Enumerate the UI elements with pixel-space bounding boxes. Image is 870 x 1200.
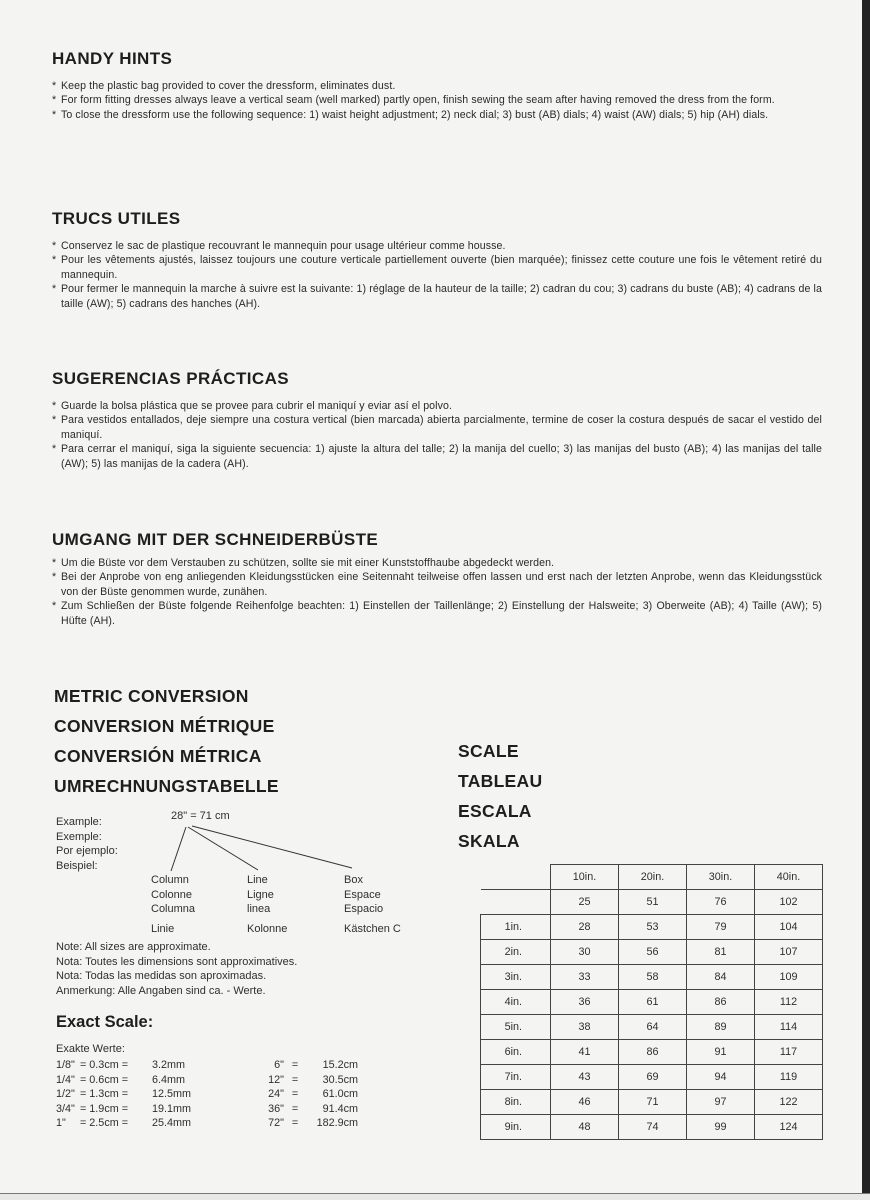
example-label: Example:	[56, 816, 102, 828]
hint-item: * Zum Schließen der Büste folgende Reihenfolge beachten: 1) Einstellen der Taillenlänge; 2) Einstellung der Halsweite; 3) Oberweite (AB); 4) Taille (AW); 5) Hüfte (AH).	[50, 599, 822, 628]
exact-scale-subheading: Exakte Werte:	[56, 1043, 125, 1055]
exact-row: 72" = 182.9cm	[268, 1117, 358, 1130]
exact-row: 1/8" = 0.3cm = 3.2mm	[56, 1059, 185, 1071]
row-header: 5in.	[481, 1015, 551, 1040]
scale-title: SKALA	[458, 831, 520, 851]
hint-item: * Pour fermer le mannequin la marche à suivre est la suivante: 1) réglage de la hauteur de la taille; 2) cadran du cou; 3) cadrans du buste (AB); 4) cadrans de la taille (AW); 5) cadrans des hanches (AH).	[50, 282, 822, 311]
note-line: Nota: Todas las medidas son aproximadas.	[56, 970, 267, 983]
line-label: Kolonne	[247, 922, 288, 935]
exact-row: 1/2" = 1.3cm = 12.5mm	[56, 1088, 192, 1101]
table-cell: 81	[687, 940, 755, 965]
table-cell: 89	[687, 1015, 755, 1040]
table-cell: 86	[619, 1040, 687, 1065]
table-cell: 124	[755, 1115, 823, 1140]
section-heading: HANDY HINTS	[52, 49, 173, 68]
note-line: Nota: Toutes les dimensions sont approximatives.	[56, 955, 298, 968]
example-formula: 28" = 71 cm	[171, 810, 230, 822]
scale-table	[480, 864, 823, 1140]
table-cell: 48	[551, 1115, 619, 1140]
example-label: Exemple:	[56, 830, 102, 843]
pointer-line-box	[192, 826, 352, 868]
hint-item: * Keep the plastic bag provided to cover the dressform, eliminates dust.	[50, 79, 822, 93]
section-heading: UMGANG MIT DER SCHNEIDERBÜSTE	[52, 530, 379, 549]
column-header: 10in.	[551, 865, 619, 890]
hint-item: * Guarde la bolsa plástica que se provee para cubrir el maniquí y eviar así el polvo.	[50, 399, 822, 413]
column-label: Columna	[151, 903, 196, 916]
row-header: 4in.	[481, 990, 551, 1015]
table-header-row	[481, 865, 823, 890]
example-box-labels	[344, 873, 401, 936]
hint-item: * Para vestidos entallados, deje siempre una costura vertical (bien marcada) abierta parcialmente, termine de coser la costura después de sacar el vestido del maniquí.	[50, 413, 822, 442]
table-cell: 46	[551, 1090, 619, 1115]
scale-title: TABLEAU	[458, 771, 543, 791]
table-cell: 51	[619, 890, 687, 915]
table-cell: 61	[619, 990, 687, 1015]
box-label: Kästchen C	[344, 922, 401, 935]
line-label: Ligne	[247, 888, 274, 901]
exact-row: 36" = 91.4cm	[268, 1102, 358, 1115]
row-header: 8in.	[481, 1090, 551, 1115]
exact-row: 24" = 61.0cm	[268, 1088, 358, 1101]
column-label: Linie	[151, 922, 175, 935]
table-row	[481, 1065, 823, 1090]
exact-scale-right-group	[258, 1058, 358, 1131]
table-cell: 28	[551, 915, 619, 940]
row-header: 1in.	[481, 915, 551, 940]
metric-title: METRIC CONVERSION	[54, 686, 249, 706]
row-header: 7in.	[481, 1065, 551, 1090]
exact-row: 1/4" = 0.6cm = 6.4mm	[56, 1073, 185, 1086]
exact-scale-left-group	[56, 1058, 191, 1131]
hint-item: * Para cerrar el maniquí, siga la siguiente secuencia: 1) ajuste la altura del talle; 2) la manija del cuello; 3) las manijas del busto (AB); 4) las manijas del talle (AW); 5) las manijas de la cadera (AH).	[50, 442, 822, 471]
exact-row: 1" = 2.5cm = 25.4mm	[56, 1117, 192, 1130]
table-cell: 76	[687, 890, 755, 915]
row-header: 9in.	[481, 1115, 551, 1140]
approximation-notes	[56, 940, 297, 998]
hint-item: * Bei der Anprobe von eng anliegenden Kleidungsstücken eine Seitennaht teilweise offen lassen und erst nach der letzten Anprobe, wenn das Kleidungsstück von der Büste genommen wurde, zunähen.	[50, 570, 822, 599]
table-cell: 112	[755, 990, 823, 1015]
table-cell: 25	[551, 890, 619, 915]
box-label: Espace	[344, 888, 381, 901]
hint-item: * For form fitting dresses always leave a vertical seam (well marked) partly open, finish sewing the seam after having removed the dress from the form.	[50, 93, 822, 107]
table-cell: 41	[551, 1040, 619, 1065]
example-label: Beispiel:	[56, 859, 98, 872]
table-cell: 97	[687, 1090, 755, 1115]
hint-item: * To close the dressform use the following sequence: 1) waist height adjustment; 2) neck dial; 3) bust (AB) dials; 4) waist (AW) dials; 5) hip (AH) dials.	[50, 108, 822, 122]
exact-scale-heading: Exact Scale:	[56, 1013, 154, 1031]
section-heading: TRUCS UTILES	[52, 209, 181, 228]
table-cell: 99	[687, 1115, 755, 1140]
table-row	[481, 890, 823, 915]
table-row	[481, 1090, 823, 1115]
column-header: 20in.	[619, 865, 687, 890]
pointer-line-line	[188, 827, 258, 870]
table-cell: 79	[687, 915, 755, 940]
exact-row: 6" = 15.2cm	[274, 1059, 358, 1071]
table-cell: 84	[687, 965, 755, 990]
scale-title: SCALE	[458, 741, 519, 761]
hint-item: * Pour les vêtements ajustés, laissez toujours une couture verticale partiellement ouverte (bien marquée); finissez cette couture une fois le vêtement retiré du mannequin.	[50, 253, 822, 282]
table-cell: 36	[551, 990, 619, 1015]
table-cell: 58	[619, 965, 687, 990]
table-cell: 43	[551, 1065, 619, 1090]
table-cell: 53	[619, 915, 687, 940]
row-header: 3in.	[481, 965, 551, 990]
box-label: Espacio	[344, 903, 384, 916]
column-header: 30in.	[687, 865, 755, 890]
note-line: Note: All sizes are approximate.	[56, 941, 211, 953]
metric-title: UMRECHNUNGSTABELLE	[54, 776, 279, 796]
table-cell: 109	[755, 965, 823, 990]
table-cell: 107	[755, 940, 823, 965]
pointer-line-column	[171, 827, 186, 871]
table-cell: 114	[755, 1015, 823, 1040]
table-cell: 74	[619, 1115, 687, 1140]
table-cell: 94	[687, 1065, 755, 1090]
example-line-labels	[247, 873, 287, 936]
column-header: 40in.	[755, 865, 823, 890]
metric-title: CONVERSIÓN MÉTRICA	[54, 746, 262, 766]
table-row	[481, 1015, 823, 1040]
table-cell: 38	[551, 1015, 619, 1040]
table-row	[481, 940, 823, 965]
box-label: Box	[344, 874, 363, 886]
table-row	[481, 1115, 823, 1140]
table-cell: 64	[619, 1015, 687, 1040]
table-cell: 56	[619, 940, 687, 965]
table-cell: 71	[619, 1090, 687, 1115]
table-cell: 69	[619, 1065, 687, 1090]
row-header: 2in.	[481, 940, 551, 965]
example-label: Por ejemplo:	[56, 845, 118, 858]
hint-item: * Um die Büste vor dem Verstauben zu schützen, sollte sie mit einer Kunststoffhaube abgedeckt werden.	[50, 556, 822, 570]
table-row	[481, 915, 823, 940]
section-heading: SUGERENCIAS PRÁCTICAS	[52, 369, 289, 388]
line-label: linea	[247, 903, 271, 916]
table-cell: 104	[755, 915, 823, 940]
table-corner	[481, 890, 551, 915]
exact-row: 3/4" = 1.9cm = 19.1mm	[56, 1102, 192, 1115]
table-cell: 102	[755, 890, 823, 915]
column-label: Colonne	[151, 888, 192, 901]
column-label: Column	[151, 874, 189, 886]
table-cell: 33	[551, 965, 619, 990]
note-line: Anmerkung: Alle Angaben sind ca. - Werte.	[56, 984, 266, 997]
row-header: 6in.	[481, 1040, 551, 1065]
exact-row: 12" = 30.5cm	[268, 1073, 358, 1086]
metric-title: CONVERSION MÉTRIQUE	[54, 716, 275, 736]
table-cell: 122	[755, 1090, 823, 1115]
table-row	[481, 1040, 823, 1065]
table-row	[481, 990, 823, 1015]
table-corner	[481, 865, 551, 890]
table-cell: 86	[687, 990, 755, 1015]
table-cell: 30	[551, 940, 619, 965]
scale-title: ESCALA	[458, 801, 532, 821]
table-row	[481, 965, 823, 990]
hint-item: * Conservez le sac de plastique recouvrant le mannequin pour usage ultérieur comme housse.	[50, 239, 822, 253]
example-column-labels	[151, 873, 195, 936]
table-cell: 119	[755, 1065, 823, 1090]
table-cell: 117	[755, 1040, 823, 1065]
table-cell: 91	[687, 1040, 755, 1065]
line-label: Line	[247, 874, 268, 886]
